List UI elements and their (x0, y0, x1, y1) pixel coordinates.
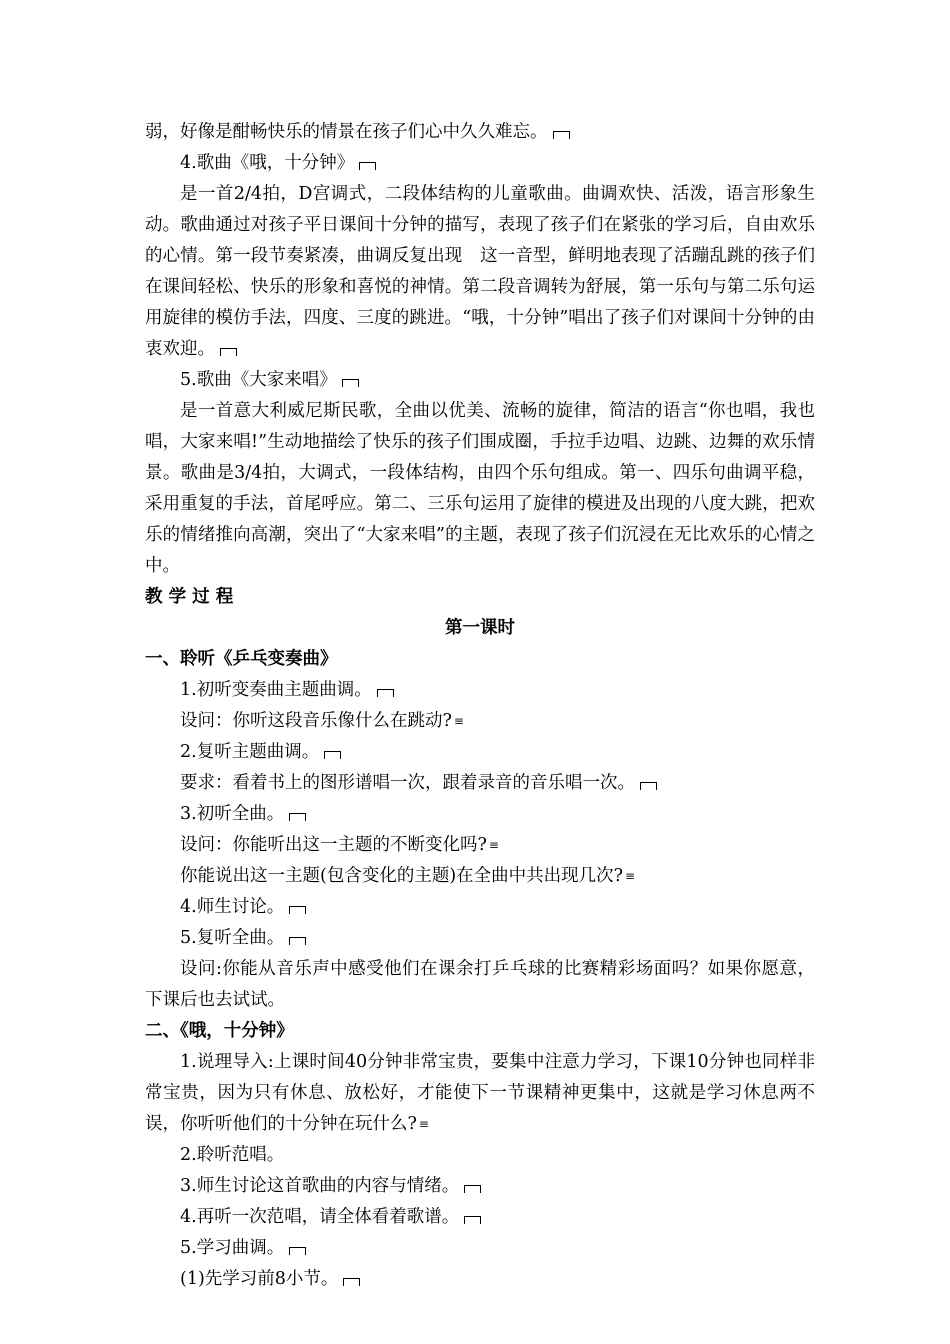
list-item: 3.师生讨论这首歌曲的内容与情绪。 (145, 1171, 815, 1202)
list-item: 4.师生讨论。 (145, 892, 815, 923)
document-body (145, 117, 815, 1295)
paragraph-mark-icon (377, 689, 394, 697)
list-item: 1.初听变奏曲主题曲调。 (145, 675, 815, 706)
list-item: 你能说出这一主题(包含变化的主题)在全曲中共出现几次? ≡ (180, 866, 636, 886)
paragraph-mark-icon (640, 782, 657, 790)
section-title-song5: 5.歌曲《大家来唱》 (145, 365, 815, 396)
paragraph: 弱，好像是酣畅快乐的情景在孩子们心中久久难忘。 (145, 117, 815, 148)
paragraph-mark-icon (342, 379, 359, 387)
paragraph: 是一首2/4拍，D宫调式，二段体结构的儿童歌曲。曲调欢快、活泼，语言形象生动。歌曲通过对孩子平日课间十分钟的描写，表现了孩子们在紧张的学习后，自由欢乐的心情。第一段节奏紧凑，曲调反复出现 这一音型，鲜明地表现了活蹦乱跳的孩子们在课间轻松、快乐的形象和喜悦的神情。第二段音调转为舒展，第一乐句与第二乐句运用旋律的模仿手法，四度、三度的跳进。“哦，十分钟”唱出了孩子们对课间十分钟的由衷欢迎。 (145, 184, 815, 359)
paragraph-mark-icon (553, 131, 570, 139)
list-item: 要求：看着书上的图形谱唱一次，跟着录音的音乐唱一次。 (145, 768, 815, 799)
paragraph-mark-icon (359, 162, 376, 170)
paragraph-mark-icon (220, 348, 237, 356)
list-item: 5.学习曲调。 (145, 1233, 815, 1264)
list-item: 3.初听全曲。 (145, 799, 815, 830)
paragraph: 1.说理导入:上课时间40分钟非常宝贵，要集中注意力学习，下课10分钟也同样非常宝贵，因为只有休息、放松好，才能使下一节课精神更集中，这就是学习休息两不误，你听听他们的十分钟在玩什么? ≡ (145, 1052, 815, 1134)
list-item: 2.复听主题曲调。 (145, 737, 815, 768)
paragraph-mark-icon (289, 906, 306, 914)
list-item: 设问：你能听出这一主题的不断变化吗? ≡ (180, 835, 499, 855)
paragraph: 设问:你能从音乐声中感受他们在课余打乒乓球的比赛精彩场面吗？如果你愿意，下课后也去试试。 (145, 959, 815, 1010)
list-item: 5.复听全曲。 (145, 923, 815, 954)
heading-teaching-process: 教 学 过 程 (145, 587, 234, 607)
paragraph-mark-icon (289, 1247, 306, 1255)
paragraph-mark-icon (289, 813, 306, 821)
line-break-icon: ≡ (453, 714, 464, 728)
list-item: 4.再听一次范唱，请全体看着歌谱。 (145, 1202, 815, 1233)
heading-part-two: 二、《哦，十分钟》 (145, 1021, 294, 1041)
line-break-icon: ≡ (488, 838, 499, 852)
paragraph-mark-icon (289, 937, 306, 945)
paragraph-mark-icon (324, 751, 341, 759)
paragraph-mark-icon (464, 1185, 481, 1193)
paragraph: 是一首意大利威尼斯民歌，全曲以优美、流畅的旋律，简洁的语言“你也唱，我也唱，大家来唱!”生动地描绘了快乐的孩子们围成圈，手拉手边唱、边跳、边舞的欢乐情景。歌曲是3/4拍，大调式，一段体结构，由四个乐句组成。第一、四乐句曲调平稳，采用重复的手法，首尾呼应。第二、三乐句运用了旋律的模进及出现的八度大跳，把欢乐的情绪推向高潮，突出了“大家来唱”的主题，表现了孩子们沉浸在无比欢乐的心情之中。 (145, 401, 815, 576)
paragraph-mark-icon (464, 1216, 481, 1224)
list-item: (1)先学习前8小节。 (145, 1264, 815, 1295)
list-item: 设问：你听这段音乐像什么在跳动? ≡ (180, 711, 464, 731)
heading-lesson-one: 第一课时 (445, 618, 515, 638)
section-title-song4: 4.歌曲《哦，十分钟》 (145, 148, 815, 179)
paragraph-mark-icon (343, 1278, 360, 1286)
heading-part-one: 一、聆听《乒乓变奏曲》 (145, 649, 338, 669)
list-item: 2.聆听范唱。 (180, 1145, 285, 1165)
line-break-icon: ≡ (625, 869, 636, 883)
line-break-icon: ≡ (418, 1117, 429, 1131)
